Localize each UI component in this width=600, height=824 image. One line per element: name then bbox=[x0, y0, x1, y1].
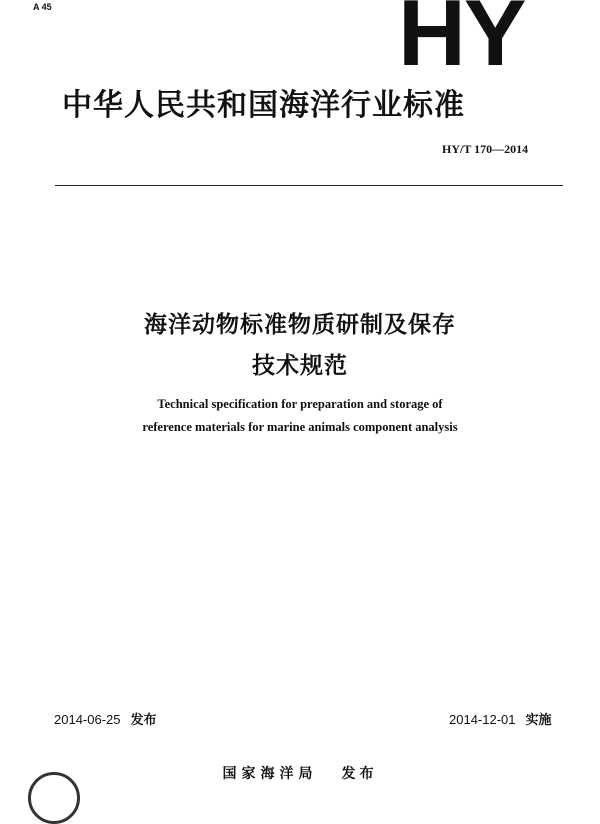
standard-logo: HY bbox=[398, 0, 525, 85]
publisher-organization: 国家海洋局 bbox=[222, 766, 318, 782]
document-title-cn-line2: 技术规范 bbox=[252, 353, 348, 379]
document-title-en-line1: Technical specification for preparation and storage of bbox=[157, 397, 443, 411]
publisher-action: 发布 bbox=[341, 766, 378, 782]
implementation-date bbox=[449, 709, 552, 728]
official-seal-icon bbox=[28, 772, 80, 824]
header-divider bbox=[55, 185, 563, 186]
issue-date bbox=[54, 709, 157, 728]
document-title-cn-line1: 海洋动物标准物质研制及保存 bbox=[144, 312, 456, 338]
classification-code: A 45 bbox=[33, 2, 52, 12]
standard-number: HY/T 170—2014 bbox=[442, 142, 529, 156]
issue-date-label: 发布 bbox=[130, 713, 157, 728]
issue-date-value: 2014-06-25 bbox=[54, 712, 121, 727]
document-title-en-line2: reference materials for marine animals component analysis bbox=[142, 420, 458, 434]
standard-category-title: 中华人民共和国海洋行业标准 bbox=[62, 88, 465, 123]
implementation-date-value: 2014-12-01 bbox=[449, 712, 516, 727]
publisher bbox=[0, 763, 600, 783]
implementation-date-label: 实施 bbox=[525, 713, 552, 728]
